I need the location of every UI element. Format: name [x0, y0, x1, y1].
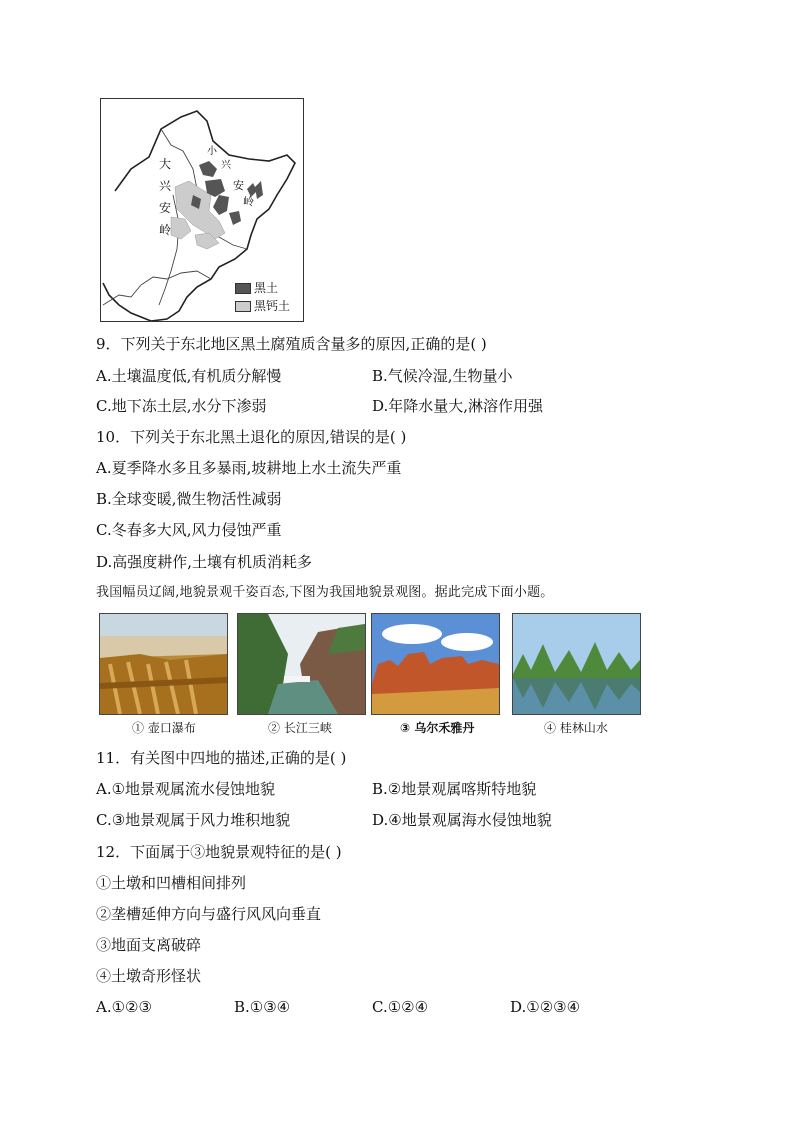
legend-label: 黑钙土	[254, 299, 291, 313]
q10-option-b: B.全球变暖,微生物活性减弱	[96, 490, 282, 508]
q12-option-a: A.①②③	[96, 998, 152, 1016]
question-9-stem: 9．下列关于东北地区黑土腐殖质含量多的原因,正确的是( )	[96, 335, 487, 353]
q11-option-d: D.④地景观属海水侵蚀地貌	[372, 811, 552, 829]
legend-swatch-chernozem	[235, 301, 251, 312]
q9-option-d: D.年降水量大,淋溶作用强	[372, 397, 544, 415]
map-label: 安	[233, 179, 244, 192]
photo-hukou-waterfall	[99, 613, 228, 715]
map-label: 安	[159, 201, 172, 215]
photo-caption: ④ 桂林山水	[544, 721, 608, 735]
map-label: 岭	[243, 195, 254, 208]
map-label: 岭	[159, 223, 172, 237]
photo-caption: ② 长江三峡	[268, 721, 332, 735]
q11-option-c: C.③地景观属于风力堆积地貌	[96, 811, 291, 829]
q12-option-b: B.①③④	[234, 998, 291, 1016]
photo-urho-yardang	[371, 613, 500, 715]
q12-statement: ①土墩和凹槽相间排列	[96, 874, 247, 892]
q12-statement: ④土墩奇形怪状	[96, 967, 202, 985]
map-label: 兴	[159, 179, 172, 193]
question-11-stem: 11．有关图中四地的描述,正确的是( )	[96, 749, 347, 767]
q10-option-a: A.夏季降水多且多暴雨,坡耕地上水土流失严重	[96, 459, 402, 477]
q9-option-b: B.气候冷湿,生物量小	[372, 367, 513, 385]
legend-swatch-black-soil	[235, 283, 251, 294]
q12-statement: ③地面支离破碎	[96, 936, 202, 954]
soil-map	[100, 98, 304, 322]
photo-guilin-landscape	[512, 613, 641, 715]
map-legend	[235, 279, 290, 315]
section-intro: 我国幅员辽阔,地貌景观千姿百态,下图为我国地貌景观图。据此完成下面小题。	[96, 585, 554, 600]
photo-yangtze-three-gorges	[237, 613, 366, 715]
photo-caption: ① 壶口瀑布	[132, 721, 196, 735]
q9-option-c: C.地下冻土层,水分下渗弱	[96, 397, 267, 415]
legend-label: 黑土	[254, 281, 279, 295]
q10-option-c: C.冬春多大风,风力侵蚀严重	[96, 521, 282, 539]
q9-option-a: A.土壤温度低,有机质分解慢	[96, 367, 282, 385]
q11-option-b: B.②地景观属喀斯特地貌	[372, 780, 537, 798]
photo-caption: ③ 乌尔禾雅丹	[400, 721, 475, 735]
question-10-stem: 10．下列关于东北黑土退化的原因,错误的是( )	[96, 428, 407, 446]
q12-option-d: D.①②③④	[510, 998, 581, 1016]
q11-option-a: A.①地景观属流水侵蚀地貌	[96, 780, 276, 798]
map-label: 大	[159, 157, 172, 171]
q10-option-d: D.高强度耕作,土壤有机质消耗多	[96, 553, 313, 571]
map-label: 兴	[221, 160, 231, 171]
q12-option-c: C.①②④	[372, 998, 429, 1016]
question-12-stem: 12．下面属于③地貌景观特征的是( )	[96, 843, 342, 861]
map-label: 小	[207, 146, 217, 157]
q12-statement: ②垄槽延伸方向与盛行风风向垂直	[96, 905, 322, 923]
